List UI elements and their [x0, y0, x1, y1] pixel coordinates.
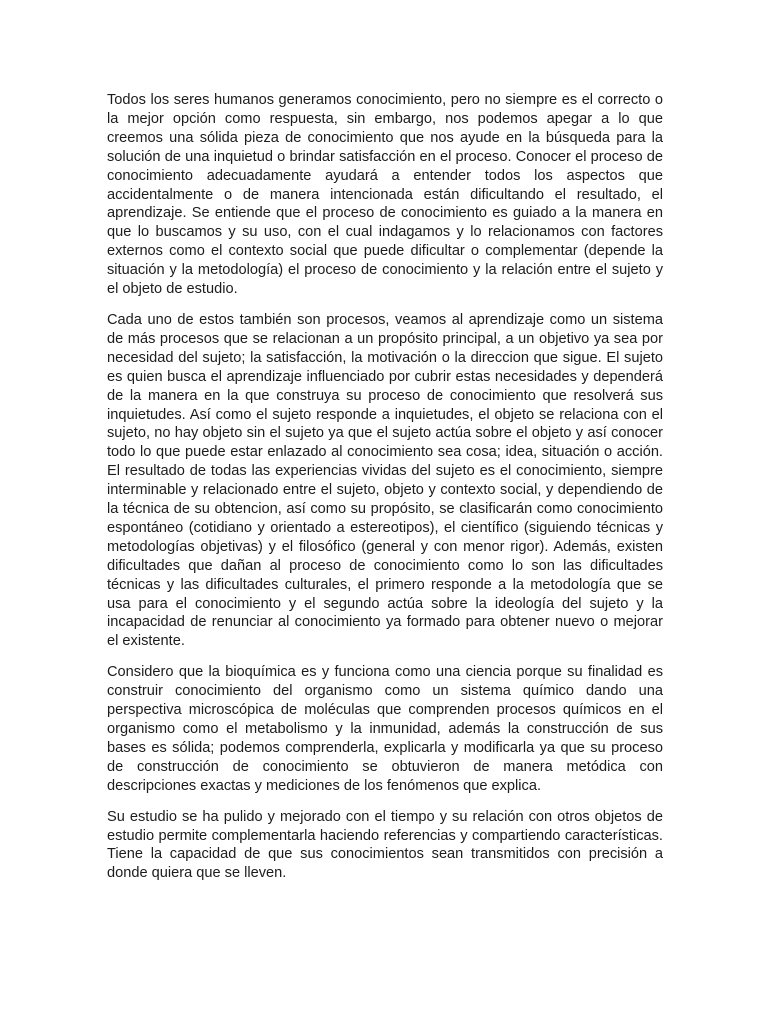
paragraph-3: Considero que la bioquímica es y funciona como una ciencia porque su finalidad es construir conocimiento del organismo como un sistema químico dando una perspectiva microscópica de moléculas que comprenden procesos químicos en el organismo como el metabolismo y la inmunidad, además la construcción de sus bases es sólida; podemos comprenderla, explicarla y modificarla ya que su proceso de construcción de conocimiento se obtuvieron de manera metódica con descripciones exactas y mediciones de los fenómenos que explica. [107, 664, 663, 794]
paragraph-4: Su estudio se ha pulido y mejorado con el tiempo y su relación con otros objetos de estudio permite complementarla haciendo referencias y compartiendo características. Tiene la capacidad de que sus conocimientos sean transmitidos con precisión a donde quiera que se lleven. [107, 808, 663, 882]
document-body [107, 91, 663, 895]
paragraph-2: Cada uno de estos también son procesos, veamos al aprendizaje como un sistema de más procesos que se relacionan a un propósito principal, a un objetivo ya sea por necesidad del sujeto; la satisfacción, la motivación o la direccion que sigue. El sujeto es quien busca el aprendizaje influenciado por cubrir estas necesidades y dependerá de la manera en la que construya su proceso de conocimiento que resolverá sus inquietudes. Así como el sujeto responde a inquietudes, el objeto se relaciona con el sujeto, no hay objeto sin el sujeto ya que el sujeto actúa sobre el objeto y así conocer todo lo que puede estar enlazado al conocimiento sea cosa; idea, situación o acción. El resultado de todas las experiencias vividas del sujeto es el conocimiento, siempre interminable y relacionado entre el sujeto, objeto y contexto social, y dependiendo de la técnica de su obtencion, así como su propósito, se clasificarán como conocimiento espontáneo (cotidiano y orientado a estereotipos), el científico (siguiendo técnicas y metodologías objetivas) y el filosófico (general y con menor rigor). Además, existen dificultades que dañan al proceso de conocimiento como lo son las dificultades técnicas y las dificultades culturales, el primero responde a la metodología que se usa para el conocimiento y el segundo actúa sobre la ideología del sujeto y la incapacidad de renunciar al conocimiento ya formado para obtener nuevo o mejorar el existente. [107, 311, 663, 650]
paragraph-1: Todos los seres humanos generamos conocimiento, pero no siempre es el correcto o la mejor opción como respuesta, sin embargo, nos podemos apegar a lo que creemos una sólida pieza de conocimiento que nos ayude en la búsqueda para la solución de una inquietud o brindar satisfacción en el proceso. Conocer el proceso de conocimiento adecuadamente ayudará a entender todos los aspectos que accidentalmente o de manera intencionada están dificultando el resultado, el aprendizaje. Se entiende que el proceso de conocimiento es guiado a la manera en que lo buscamos y su uso, con el cual indagamos y lo relacionamos con factores externos como el contexto social que puede dificultar o complementar (depende la situación y la metodología) el proceso de conocimiento y la relación entre el sujeto y el objeto de estudio. [107, 92, 663, 298]
